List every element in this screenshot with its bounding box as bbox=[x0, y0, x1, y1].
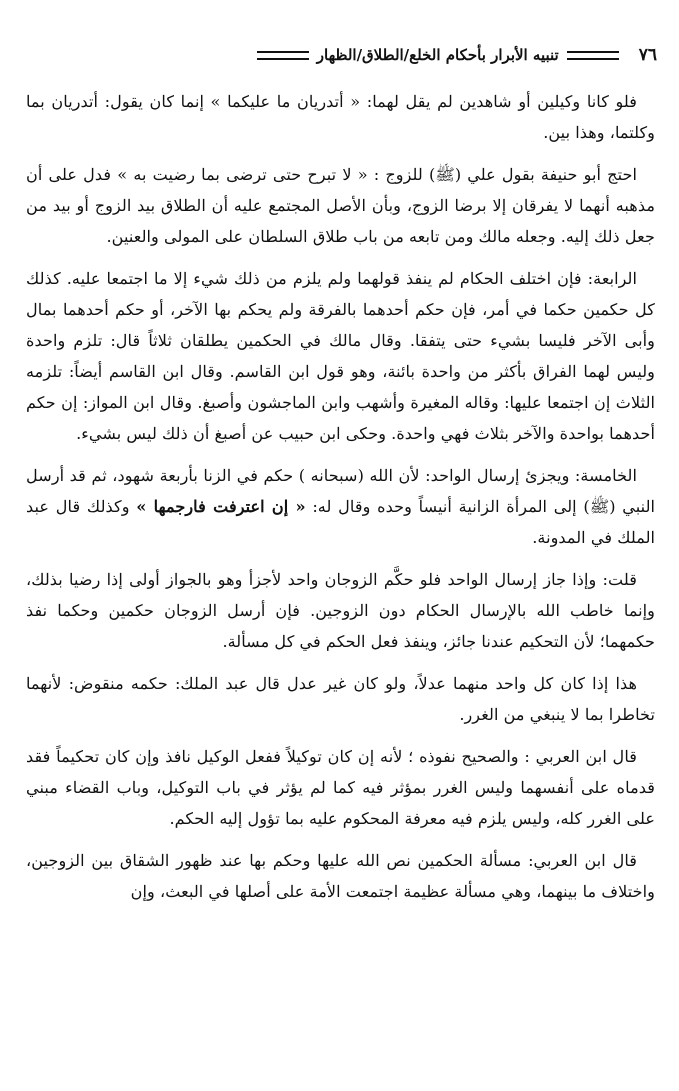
page-body bbox=[26, 86, 655, 918]
paragraph-6: هذا إذا كان كل واحد منهما عدلاً، ولو كان غير عدل قال عبد الملك: حكمه منقوض: لأنهما تخاطرا بما لا ينبغي من الغرر. bbox=[26, 674, 655, 724]
paragraph-4 bbox=[26, 460, 655, 553]
running-title: تنبيه الأبرار بأحكام الخلع/الطلاق/الظهار bbox=[316, 46, 559, 64]
paragraph-4-text-before: الخامسة: ويجزئ إرسال الواحد: لأن الله (سبحانه ) حكم في الزنا بأربعة شهود، ثم قد أرسل النبي (ﷺ) إلى المرأة الزانية أنيساً وحده وقال له: bbox=[26, 466, 655, 516]
paragraph-5: قلت: وإذا جاز إرسال الواحد فلو حكَّم الزوجان واحد لأجزأ وهو بالجواز أولى إذا رضيا بذلك، وإنما خاطب الله بالإرسال الحكام دون الزوجين. فإن أرسل الزوجان حكمين وحكما نفذ حكمهما؛ لأن التحكيم عندنا جائز، وينفذ فعل الحكم في كل مسألة. bbox=[26, 570, 655, 651]
paragraph-1: فلو كانا وكيلين أو شاهدين لم يقل لهما: « أتدريان ما عليكما » إنما كان يقول: أتدريان بما وكلتما، وهذا بين. bbox=[26, 92, 655, 142]
paragraph-3: الرابعة: فإن اختلف الحكام لم ينفذ قولهما ولم يلزم من ذلك شيء إلا ما اجتمعا عليه. كذلك كل حكمين حكما في أمر، فإن حكم أحدهما بالفرقة ولم يحكم بها الآخر، أو حكم أحدهما بمال وأبى الآخر فليسا بشيء حتى يتفقا. وقال مالك في الحكمين يطلقان ثلاثاً قال: تلزم واحدة وليس لهما الفراق بأكثر من واحدة بائنة، وهو قول ابن القاسم. وقال ابن القاسم أيضاً: تلزمه الثلاث إن اجتمعا عليها: وقاله المغيرة وأشهب وابن الماجشون وأصبغ. وقال ابن المواز: إن حكم أحدهما بواحدة والآخر بثلاث فهي واحدة. وحكى ابن حبيب عن أصبغ أن ذلك ليس بشيء. bbox=[26, 269, 655, 443]
hadith-quote: « إن اعترفت فارجمها » bbox=[136, 497, 306, 516]
paragraph-7: قال ابن العربي : والصحيح نفوذه ؛ لأنه إن كان توكيلاً ففعل الوكيل نافذ وإن كان تحكيماً فقد قدماه على أنفسهما وليس الغرر بمؤثر فيه كما لم يؤثر في باب التوكيل، وباب القضاء مبني على الغرر كله، وليس يلزم فيه معرفة المحكوم عليه بما تؤول إليه الحكم. bbox=[26, 747, 655, 828]
page-number: ٧٦ bbox=[638, 45, 657, 65]
running-header bbox=[22, 40, 657, 70]
header-rule-left bbox=[257, 51, 309, 60]
paragraph-2: احتج أبو حنيفة بقول علي (ﷺ) للزوج : « لا تبرح حتى ترضى بما رضيت به » فدل على أن مذهبه أنهما لا يفرقان إلا برضا الزوج، وبأن الأصل المجتمع عليه أن الطلاق بيد الزوج أو بيد من جعل ذلك إليه. وجعله مالك ومن تابعه من باب طلاق السلطان على المولى والعنين. bbox=[26, 165, 655, 246]
paragraph-8: قال ابن العربي: مسألة الحكمين نص الله عليها وحكم بها عند ظهور الشقاق بين الزوجين، واختلاف ما بينهما، وهي مسألة عظيمة اجتمعت الأمة على أصلها في البعث، وإن bbox=[26, 851, 655, 901]
header-rule-right bbox=[567, 51, 619, 60]
paragraph-4-text-after: وكذلك قال عبد الملك في المدونة. bbox=[26, 497, 655, 547]
